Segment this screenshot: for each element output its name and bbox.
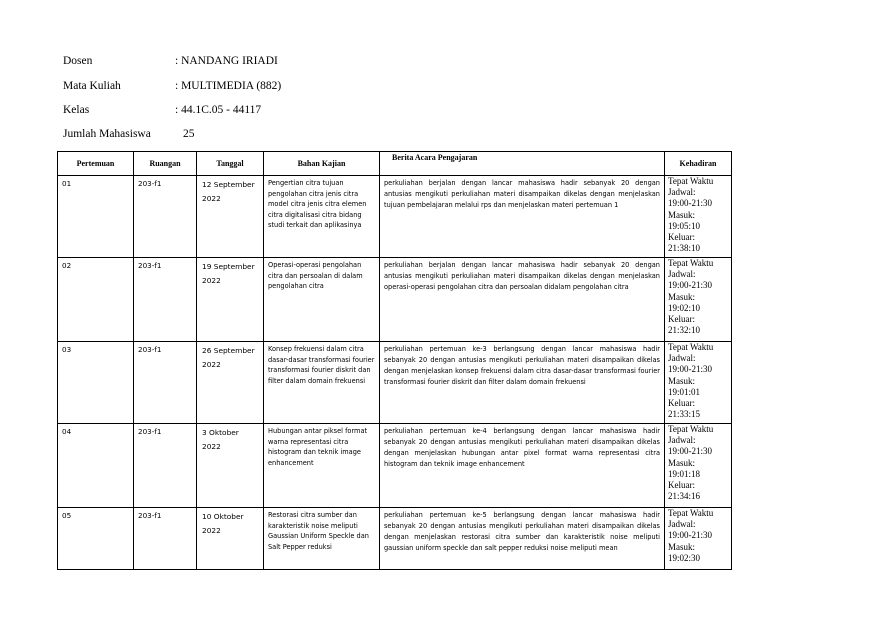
kehadiran-line: 19:01:01 <box>668 386 701 397</box>
kehadiran-line: 21:33:15 <box>668 409 701 420</box>
tanggal-cell: 3 Oktober 2022 <box>197 424 264 508</box>
table-row <box>58 342 732 424</box>
kehadiran-line: Keluar: <box>668 314 695 325</box>
kehadiran-cell <box>665 342 732 424</box>
kehadiran-line: 21:32:10 <box>668 325 701 336</box>
tanggal-cell: 26 September 2022 <box>197 342 264 424</box>
header-tanggal: Tanggal <box>197 152 264 176</box>
table-row <box>58 176 732 258</box>
kehadiran-line: Masuk: <box>668 457 695 468</box>
kehadiran-line: Keluar: <box>668 480 695 491</box>
kehadiran-line: 21:38:10 <box>668 243 701 254</box>
pertemuan-cell: 03 <box>58 342 134 424</box>
kelas-value: : 44.1C.05 - 44117 <box>175 104 262 116</box>
kehadiran-line: Masuk: <box>668 291 695 302</box>
pertemuan-cell: 04 <box>58 424 134 508</box>
bahan-kajian-cell: Konsep frekuensi dalam citra dasar-dasar transformasi fourier transformasi fourier diskrit dan filter dalam domain frekuensi <box>264 342 380 424</box>
matkul-value: : MULTIMEDIA (882) <box>175 80 282 92</box>
kehadiran-line: 19:00-21:30 <box>668 198 712 209</box>
header-berita-acara: Berita Acara Pengajaran <box>380 152 665 176</box>
table-row <box>58 258 732 342</box>
bahan-kajian-cell: Hubungan antar piksel format warna representasi citra histogram dan teknik image enhancement <box>264 424 380 508</box>
pertemuan-cell: 02 <box>58 258 134 342</box>
kehadiran-line: Tepat Waktu <box>668 342 714 352</box>
dosen-label: Dosen <box>63 55 93 67</box>
tanggal-cell: 19 September 2022 <box>197 258 264 342</box>
header-ruangan: Ruangan <box>134 152 197 176</box>
berita-acara-cell: perkuliahan pertemuan ke-4 berlangsung dengan lancar mahasiswa hadir sebanyak 20 dengan antusias mengikuti perkuliahan materi disampaikan dikelas dengan menjelaskan hubungan antar pixel format warna representasi citra histogram dan teknik image enhancement <box>380 424 665 508</box>
matkul-label: Mata Kuliah <box>63 80 121 92</box>
kehadiran-line: 19:02:30 <box>668 552 701 563</box>
kehadiran-line: 19:05:10 <box>668 220 701 231</box>
kehadiran-line: Jadwal: <box>668 187 696 198</box>
kehadiran-cell <box>665 508 732 570</box>
kehadiran-line: Jadwal: <box>668 353 696 364</box>
kehadiran-line: 19:00-21:30 <box>668 530 712 541</box>
kehadiran-line: 19:01:18 <box>668 468 701 479</box>
header-kehadiran: Kehadiran <box>665 152 732 176</box>
header-bahan-kajian: Bahan Kajian <box>264 152 380 176</box>
table-row <box>58 508 732 570</box>
tanggal-cell: 12 September 2022 <box>197 176 264 258</box>
kehadiran-line: Tepat Waktu <box>668 176 714 186</box>
kehadiran-line: 19:02:10 <box>668 302 701 313</box>
kehadiran-cell <box>665 176 732 258</box>
kehadiran-line: Jadwal: <box>668 269 696 280</box>
ruangan-cell: 203-f1 <box>134 342 197 424</box>
jumlah-label: Jumlah Mahasiswa <box>63 128 151 140</box>
jumlah-value: 25 <box>183 128 195 140</box>
pertemuan-cell: 05 <box>58 508 134 570</box>
kehadiran-line: 19:00-21:30 <box>668 446 712 457</box>
kehadiran-line: 19:00-21:30 <box>668 280 712 291</box>
pertemuan-cell: 01 <box>58 176 134 258</box>
kehadiran-cell <box>665 424 732 508</box>
kehadiran-line: Tepat Waktu <box>668 424 714 434</box>
tanggal-cell: 10 Oktober 2022 <box>197 508 264 570</box>
kehadiran-line: 21:34:16 <box>668 491 701 502</box>
berita-acara-cell: perkuliahan pertemuan ke-5 berlangsung dengan lancar mahasiswa hadir sebanyak 20 dengan antusias mengikuti perkuliahan materi disampaikan dikelas dengan menjelaskan restorasi citra sumber dan karakteristik noise meliputi gaussian uniform speckle dan salt pepper reduksi noise meliputi mean <box>380 508 665 570</box>
kehadiran-line: Keluar: <box>668 232 695 243</box>
berita-acara-cell: perkuliahan berjalan dengan lancar mahasiswa hadir sebanyak 20 dengan antusias mengikuti perkuliahan materi disampaikan dikelas dengan menjelaskan operasi-operasi pengolahan citra dan persoalan didalam pengolahan citra <box>380 258 665 342</box>
kehadiran-line: Keluar: <box>668 398 695 409</box>
header-pertemuan: Pertemuan <box>58 152 134 176</box>
bahan-kajian-cell: Operasi-operasi pengolahan citra dan persoalan di dalam pengolahan citra <box>264 258 380 342</box>
ruangan-cell: 203-f1 <box>134 424 197 508</box>
ruangan-cell: 203-f1 <box>134 508 197 570</box>
attendance-table <box>57 151 732 570</box>
berita-acara-cell: perkuliahan pertemuan ke-3 berlangsung dengan lancar mahasiswa hadir sebanyak 20 dengan antusias mengikuti perkuliahan materi disampaikan dikelas dengan menjelaskan konsep frekuensi dalam citra dasar-dasar transformasi fourier transformasi fourier diskrit dan filter dalam domain frekuensi <box>380 342 665 424</box>
bahan-kajian-cell: Pengertian citra tujuan pengolahan citra jenis citra model citra jenis citra elemen citra digitalisasi citra bidang studi terkait dan aplikasinya <box>264 176 380 258</box>
kehadiran-line: Tepat Waktu <box>668 508 714 518</box>
table-row <box>58 424 732 508</box>
kehadiran-line: Masuk: <box>668 541 695 552</box>
berita-acara-cell: perkuliahan berjalan dengan lancar mahasiswa hadir sebanyak 20 dengan antusias mengikuti perkuliahan materi disampaikan dikelas dengan menjelaskan tujuan pembelajaran melalui rps dan menjelaskan materi pertemuan 1 <box>380 176 665 258</box>
kelas-label: Kelas <box>63 104 90 116</box>
dosen-value: : NANDANG IRIADI <box>175 55 278 67</box>
kehadiran-line: Masuk: <box>668 375 695 386</box>
kehadiran-line: Masuk: <box>668 209 695 220</box>
table-header-row <box>58 152 732 176</box>
kehadiran-line: 19:00-21:30 <box>668 364 712 375</box>
kehadiran-line: Tepat Waktu <box>668 258 714 268</box>
kehadiran-line: Jadwal: <box>668 435 696 446</box>
kehadiran-line: Jadwal: <box>668 519 696 530</box>
ruangan-cell: 203-f1 <box>134 176 197 258</box>
bahan-kajian-cell: Restorasi citra sumber dan karakteristik noise meliputi Gaussian Uniform Speckle dan Salt Pepper reduksi <box>264 508 380 570</box>
ruangan-cell: 203-f1 <box>134 258 197 342</box>
kehadiran-cell <box>665 258 732 342</box>
